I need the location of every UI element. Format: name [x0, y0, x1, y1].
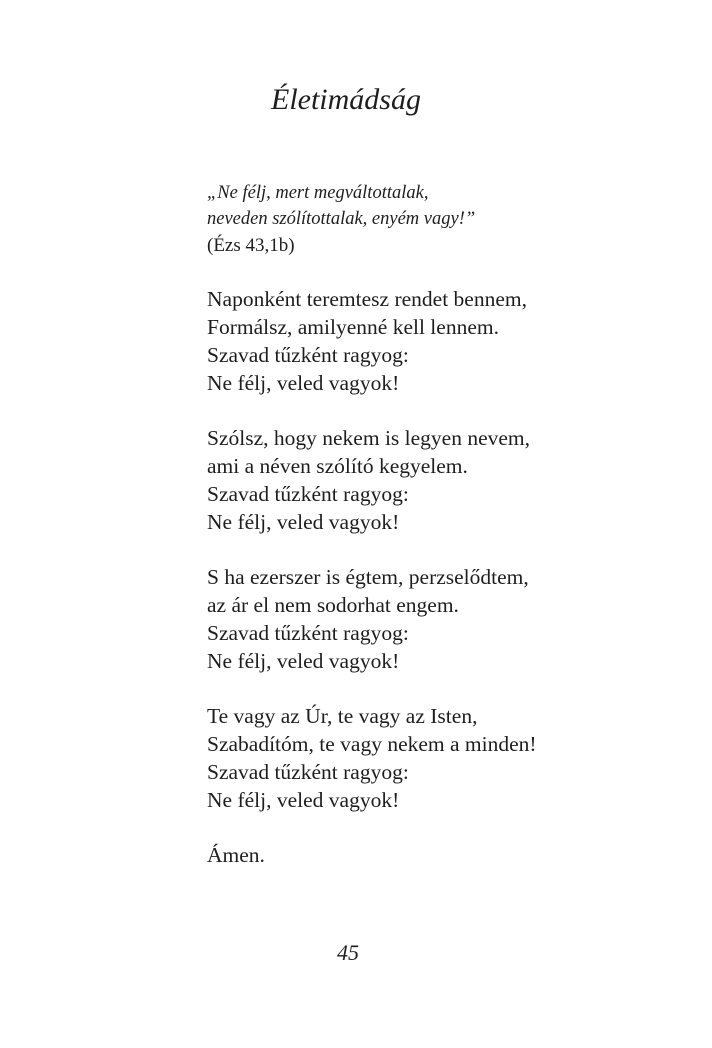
verse-line: az ár el nem sodorhat engem.	[207, 593, 459, 617]
verse-line: Ne félj, veled vagyok!	[207, 510, 400, 534]
motto-line: „Ne félj, mert megváltottalak,	[207, 183, 429, 203]
verse-line: Te vagy az Úr, te vagy az Isten,	[207, 704, 478, 728]
stanza-1	[207, 285, 687, 397]
stanza-4	[207, 702, 687, 814]
stanza-2	[207, 424, 687, 536]
closing-amen: Ámen.	[207, 843, 265, 867]
page-number	[0, 938, 712, 968]
verse-line: Ne félj, veled vagyok!	[207, 371, 400, 395]
verse-line: Szavad tűzként ragyog:	[207, 482, 409, 506]
verse-line: Szavad tűzként ragyog:	[207, 343, 409, 367]
verse-line: Formálsz, amilyenné kell lennem.	[207, 315, 499, 339]
stanza-3	[207, 563, 687, 675]
motto-block	[207, 180, 667, 260]
verse-line: S ha ezerszer is égtem, perzselődtem,	[207, 565, 529, 589]
verse-line: Naponként teremtesz rendet bennem,	[207, 287, 527, 311]
verse-line: Ne félj, veled vagyok!	[207, 788, 400, 812]
verse-line: ami a néven szólító kegyelem.	[207, 454, 468, 478]
verse-line: Ne félj, veled vagyok!	[207, 649, 400, 673]
page-number-text: 45	[337, 940, 359, 965]
motto-line: neveden szólítottalak, enyém vagy!”	[207, 209, 476, 229]
verse-line: Szabadítóm, te vagy nekem a minden!	[207, 732, 537, 756]
verse-line: Szavad tűzként ragyog:	[207, 760, 409, 784]
page-title-text: Életimádság	[271, 83, 421, 116]
verse-line: Szólsz, hogy nekem is legyen nevem,	[207, 426, 531, 450]
motto-reference: (Ézs 43,1b)	[207, 235, 295, 256]
verse-line: Szavad tűzként ragyog:	[207, 621, 409, 645]
page-title	[0, 80, 712, 120]
poem-body	[207, 285, 687, 869]
